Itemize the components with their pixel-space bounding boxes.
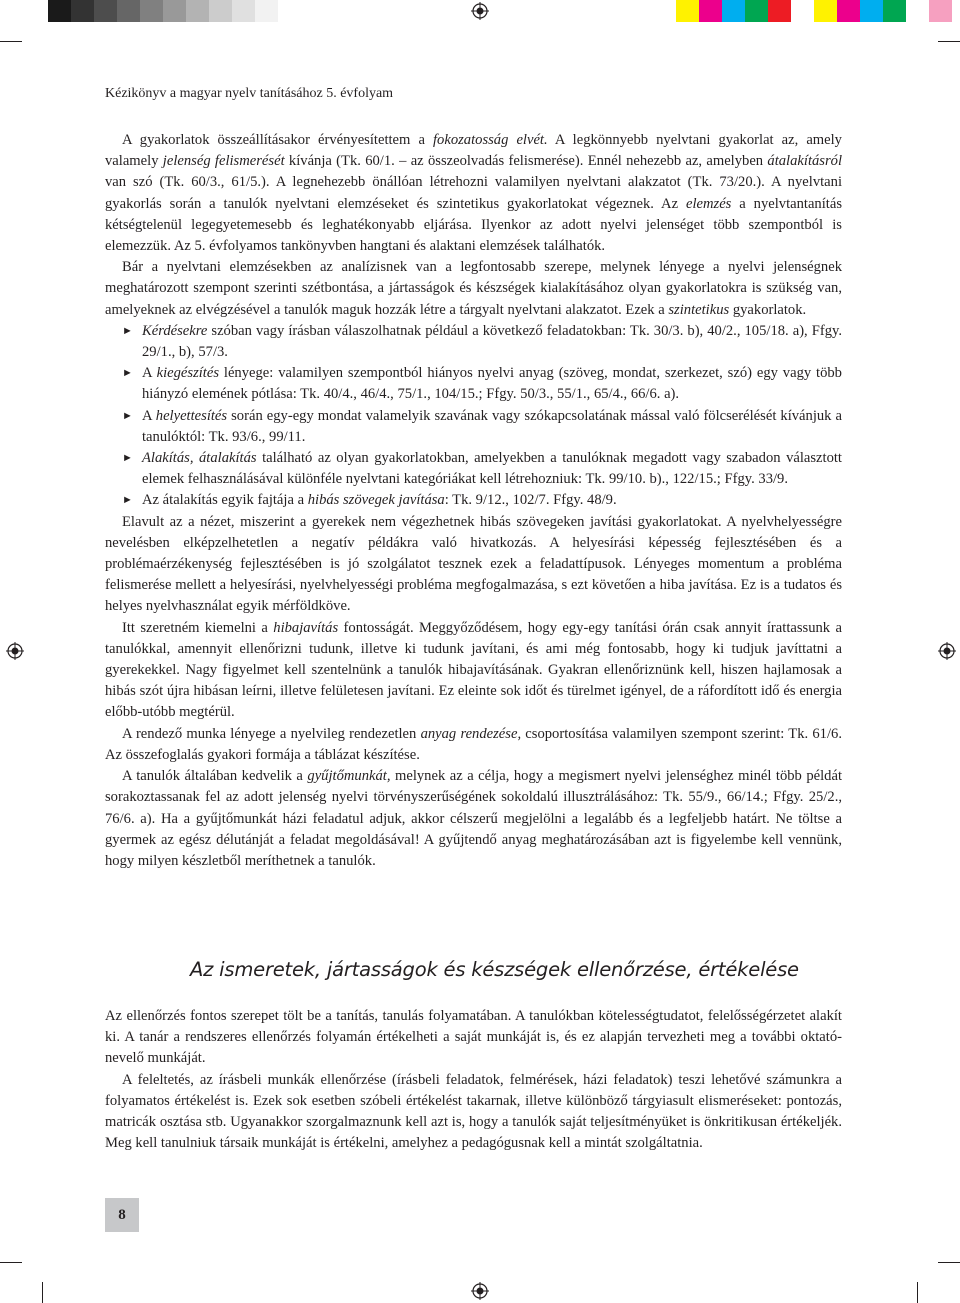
exercise-type-list — [105, 321, 842, 512]
color-swatch — [929, 0, 952, 22]
paragraph: A rendező munka lényege a nyelvileg rendezetlen anyag rendezése, csoportosítása valamilyen szempont szerint: Tk. 61/6. Az összefoglalás gyakori formája a táblázat készítése. — [105, 725, 842, 763]
section-body-text — [105, 1006, 842, 1154]
gray-swatch — [71, 0, 94, 22]
section-heading: Az ismeretek, jártasságok és készségek ellenőrzése, értékelése — [190, 958, 799, 981]
gray-swatch — [117, 0, 140, 22]
gray-swatch — [255, 0, 278, 22]
paragraph: A tanulók általában kedvelik a gyűjtőmunkát, melynek az a célja, hogy a megismert nyelvi jelenséghez minél több példát sorakoztassanak fel az adott jelenség nyelvi törvényszerűségének sokoldalú illusztrálásához: Tk. 55/9., 66/14.; Ffgy. 25/2., 76/6. a). Ha a gyűjtőmunkát házi feladatul adjuk, akkor célszerű megjelölni a legalább és a legfeljebb határt. Ne töltse a gyermek az egész délutánját a feladat megoldásával! A gyűjtendő anyag meghatározásában azt is figyelembe kell vennünk, hogy milyen készletből meríthetnek a tanulók. — [105, 768, 842, 869]
registration-mark-bottom-icon — [471, 1282, 489, 1300]
crop-mark — [917, 1282, 918, 1303]
paragraph: Az ellenőrzés fontos szerepet tölt be a tanítás, tanulás folyamatában. A tanulókban kötelességtudatot, felelősségérzetet alakít ki. A tanár a rendszeres ellenőrzés folyamán értékelheti a saját munkáját is, és ez alapján tervezheti meg a további oktató-nevelő munkáját. — [105, 1008, 842, 1067]
paragraph: A feleltetés, az írásbeli munkák ellenőrzése (írásbeli feladatok, felmérések, házi feladatok) teszi lehetővé számunkra a folyamatos értékelést is. Ezek sok esetben szóbeli értékelést takarnak, illetve különböző tárgyiasult elismeréseket: pontozás, matricák osztása stb. Ugyanakkor szorgalmaznunk kell azt is, hogy a tanulók saját teljesítményüket is önkritikusan értékeljék. Meg kell tanulniuk társaik munkáját is értékelni, amelyhez a pedagógusnak kell a mintát szolgáltatnia. — [105, 1071, 842, 1152]
paragraph: Elavult az a nézet, miszerint a gyerekek nem végezhetnek hibás szövegeken javítási gyakorlatokat. A nyelvhelyességre nevelésben elképzelhetetlen a negatív példákra való hivatkozás. A helyesírási képesség fejlesztésében és a problémaérzékenység fejlesztésében is jó szolgálatot tesznek ezek a feladattípusok. Lényeges momentum a probléma felismerése mellett a helyesírási, nyelvhelyességi probléma megfogalmazása, s ezt követően a hiba javítása. Ez is a tudatos és helyes nyelvhasználat egyik mérföldköve. — [105, 513, 842, 615]
triangle-bullet-icon: ► — [122, 409, 133, 422]
crop-mark — [938, 1262, 960, 1263]
crop-mark — [0, 1262, 22, 1263]
triangle-bullet-icon: ► — [122, 494, 133, 507]
color-swatch — [791, 0, 814, 22]
list-item: ► Kérdésekre szóban vagy írásban válaszolhatnak például a következő feladatokban: Tk. 30/3. b), 40/2., 105/18. a), Ffgy. 29/1., b), 57/3. — [122, 322, 842, 361]
triangle-bullet-icon: ► — [122, 324, 133, 337]
triangle-bullet-icon: ► — [122, 452, 133, 465]
paragraph: A gyakorlatok összeállításakor érvényesítettem a fokozatosság elvét. A legkönnyebb nyelvtani gyakorlat az, amely valamely jelenség felismerését kívánja (Tk. 60/1. – az összeolvadás felismerése). Ennél nehezebb az, amelyben átalakításról van szó (Tk. 60/3., 61/5.). A legnehezebb önállóan létrehozni valamilyen nyelvtani alakzatot (Tk. 73/20.). A nyelvtani gyakorlás során a tanulók nyelvtani elemzéseket és szintetikus gyakorlatokat végeznek. Az elemzés a nyelvtantanítás kétségtelenül legegyetemesebb és leghatékonyabb eljárása. Ilyenkor az adott nyelvi jelenséget több szempontból is elemezzük. Az 5. évfolyamos tankönyvben hangtani és alaktani elemzések találhatók. — [105, 132, 842, 255]
paragraph: Bár a nyelvtani elemzésekben az analízisnek van a legfontosabb szerepe, melynek lényege a nyelvi jelenségnek meghatározott szempont szerinti szétbontása, a jártasságok és készségek kialakításához olyan gyakorlatokra is szükség van, amelyeknek az elvégzésével a tanulók maguk hozzák létre a tárgyalt nyelvtani alakzatot. Ezek a szintetikus gyakorlatok. — [105, 259, 842, 318]
color-swatch — [768, 0, 791, 22]
crop-mark — [42, 1282, 43, 1303]
color-swatch — [745, 0, 768, 22]
page-number: 8 — [105, 1198, 139, 1232]
grayscale-calibration-strip — [48, 0, 301, 22]
gray-swatch — [94, 0, 117, 22]
list-item: ► A kiegészítés lényege: valamilyen szempontból hiányos nyelvi anyag (szöveg, mondat, szerkezet, szó) egy vagy több hiányzó elemének pótlása: Tk. 40/4., 46/4., 75/1., 104/15.; Ffgy. 50/3., 55/1., 65/4., 66/6. a). — [122, 365, 842, 403]
gray-swatch — [278, 0, 301, 22]
registration-mark-top-icon — [471, 2, 489, 20]
gray-swatch — [140, 0, 163, 22]
gray-swatch — [186, 0, 209, 22]
color-swatch — [883, 0, 906, 22]
color-swatch — [860, 0, 883, 22]
body-text — [105, 130, 842, 872]
list-item: ► A helyettesítés során egy-egy mondat valamelyik szavának vagy szókapcsolatának mással való fölcserélését kívánjuk a tanulóktól: Tk. 93/6., 99/11. — [122, 407, 842, 445]
color-swatch — [837, 0, 860, 22]
registration-mark-left-icon — [6, 642, 24, 660]
color-swatch — [814, 0, 837, 22]
triangle-bullet-icon: ► — [122, 367, 133, 380]
paragraph: Itt szeretném kiemelni a hibajavítás fontosságát. Meggyőződésem, hogy egy-egy tanítási órán csak annyit írattassunk a tanulókkal, amennyit ellenőrizni tudunk, illetve ki tudunk javítani, és ami még fontosabb, hogy ki tudjuk javíttatni a gyerekekkel. Nagy figyelmet kell szentelnünk a tanulók hibajavításának. Gyakran ellenőriznünk kell, hiszen hajlamosak a hibás szót újra hibásan leírni, illetve felületesen javítani. Ez eleinte sok időt és türelmet igényel, de a ráfordított idő és energia előbb-utóbb megtérül. — [105, 619, 842, 721]
gray-swatch — [48, 0, 71, 22]
crop-mark — [0, 41, 22, 42]
color-swatch — [722, 0, 745, 22]
list-item: ► Alakítás, átalakítás található az olyan gyakorlatokban, amelyekben a tanulóknak megadott vagy szabadon választott elemek felhasználásával különféle nyelvtani kategóriákat kell létrehozniuk: Tk. 99/10. b)., 122/15.; Ffgy. 33/9. — [122, 450, 842, 488]
color-calibration-strip — [676, 0, 952, 22]
color-swatch — [906, 0, 929, 22]
registration-mark-right-icon — [938, 642, 956, 660]
color-swatch — [676, 0, 699, 22]
gray-swatch — [209, 0, 232, 22]
running-header: Kézikönyv a magyar nyelv tanításához 5. évfolyam — [105, 86, 394, 101]
crop-mark — [938, 41, 960, 42]
list-item: ► Az átalakítás egyik fajtája a hibás szövegek javítása: Tk. 9/12., 102/7. Ffgy. 48/9. — [105, 490, 842, 511]
color-swatch — [699, 0, 722, 22]
gray-swatch — [232, 0, 255, 22]
gray-swatch — [163, 0, 186, 22]
